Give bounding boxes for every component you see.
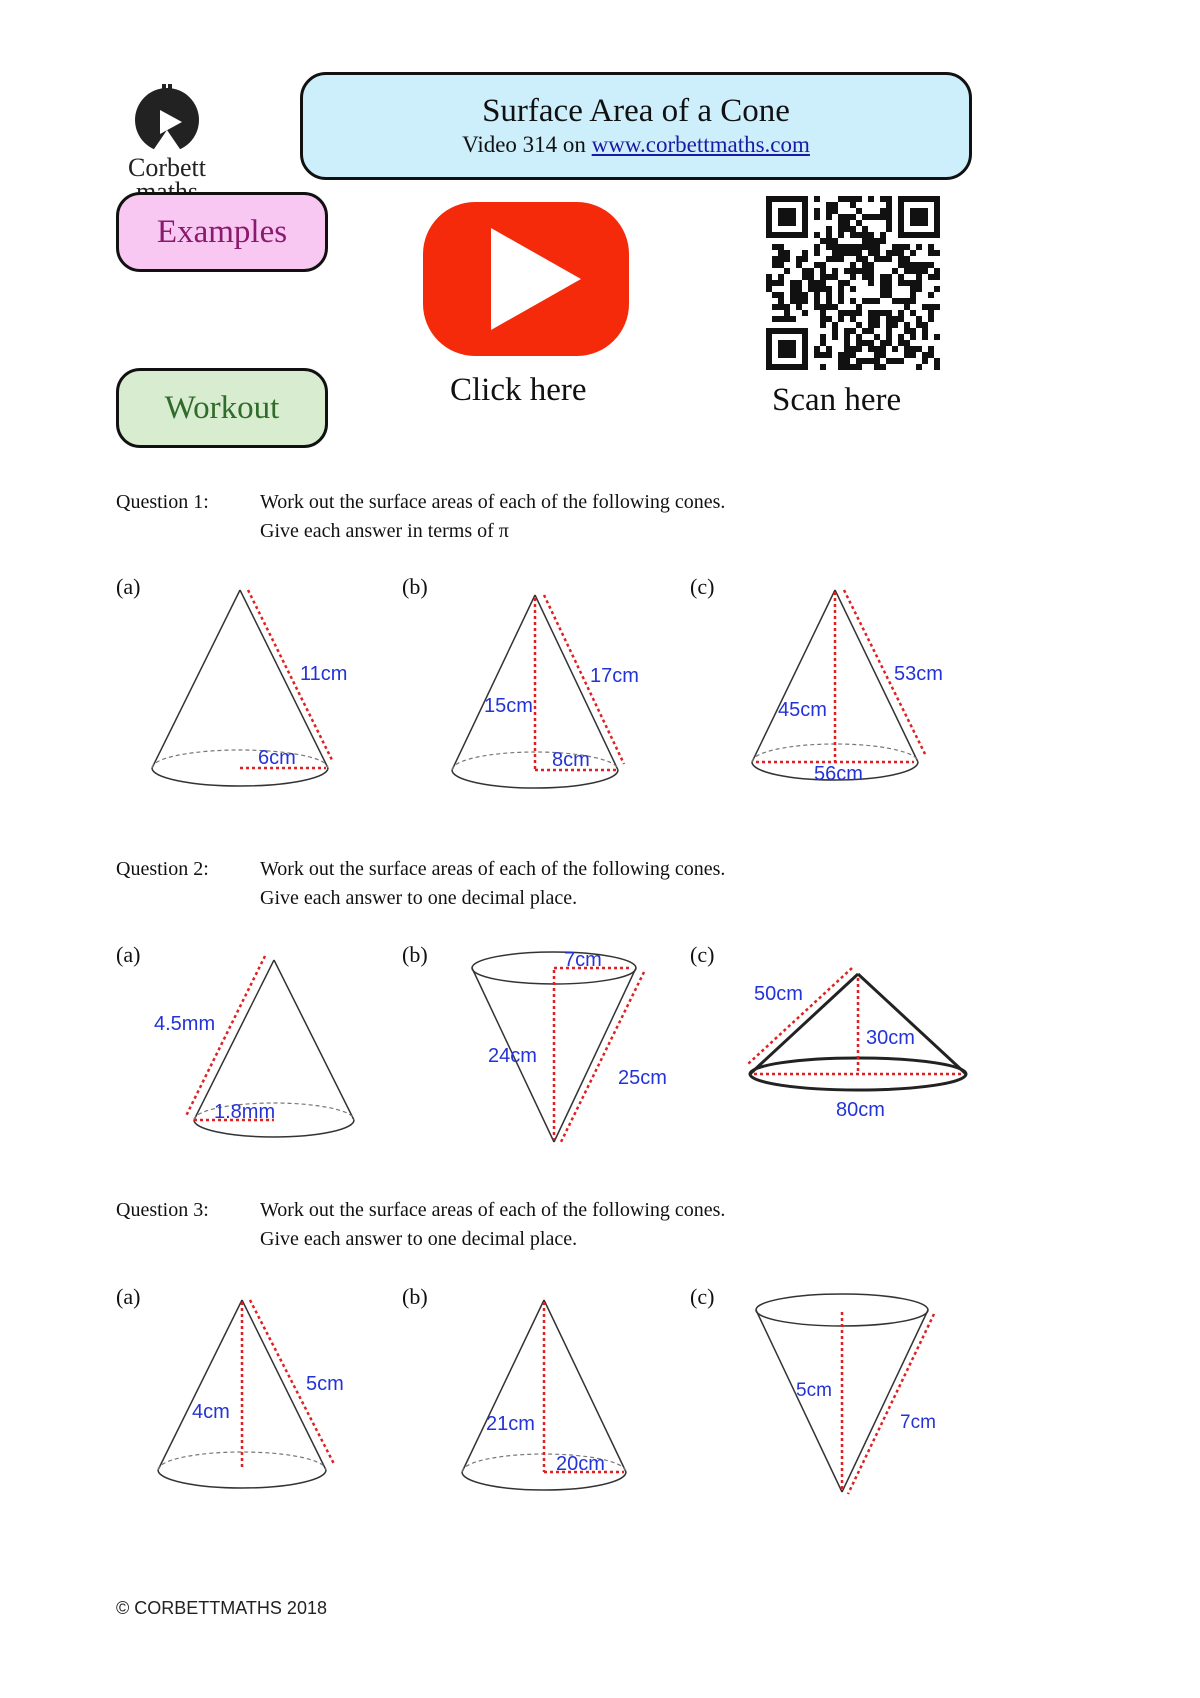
q3-part-a-label: (a) (116, 1284, 141, 1309)
q1c-slant-label: 53cm (894, 663, 943, 685)
question-1-line1: Work out the surface areas of each of the following cones. (260, 491, 726, 513)
play-icon (423, 202, 629, 356)
workout-button[interactable]: Workout (116, 368, 328, 448)
q3b-radius-label: 20cm (556, 1453, 605, 1475)
q2b-radius-label: 7cm (564, 950, 602, 971)
q3a-slant-label: 5cm (306, 1373, 344, 1395)
q3-part-b-label: (b) (402, 1284, 428, 1309)
q2c-slant-label: 50cm (754, 983, 803, 1005)
question-1-line2: Give each answer in terms of π (260, 520, 509, 542)
q2c-height-label: 30cm (866, 1027, 915, 1049)
q1b-slant-label: 17cm (590, 665, 639, 687)
q2-part-c-label: (c) (690, 942, 715, 967)
qr-code[interactable] (766, 196, 940, 370)
q1b-cone-diagram (440, 580, 660, 800)
q3b-height-label: 21cm (486, 1413, 535, 1435)
q1a-slant-label: 11cm (300, 663, 348, 685)
question-1-label: Question 1: (116, 491, 209, 513)
q1-part-a-label: (a) (116, 574, 141, 599)
q3c-cone-diagram (744, 1290, 964, 1510)
q2a-radius-label: 1.8mm (214, 1101, 276, 1123)
question-2-label: Question 2: (116, 858, 209, 880)
question-3-line1: Work out the surface areas of each of the following cones. (260, 1199, 726, 1221)
question-2-line2: Give each answer to one decimal place. (260, 887, 578, 909)
q2c-diameter-label: 80cm (836, 1099, 885, 1121)
logo-icon (112, 80, 222, 152)
question-3-label: Question 3: (116, 1199, 209, 1221)
q2-part-a-label: (a) (116, 942, 141, 967)
q2-part-b-label: (b) (402, 942, 428, 967)
question-2-line1: Work out the surface areas of each of the following cones. (260, 858, 726, 880)
q1-part-b-label: (b) (402, 574, 428, 599)
q3c-height-label: 5cm (796, 1380, 832, 1401)
q2b-height-label: 24cm (488, 1045, 537, 1067)
q2b-slant-label: 25cm (618, 1067, 667, 1089)
qr-code-icon (766, 196, 940, 370)
q3b-cone-diagram (456, 1290, 676, 1500)
q3c-slant-label: 7cm (900, 1412, 936, 1433)
page-title: Surface Area of a Cone (482, 93, 790, 129)
q2a-cone-diagram (150, 950, 370, 1150)
q2c-cone-diagram (740, 960, 980, 1130)
scan-here-label: Scan here (772, 382, 902, 418)
q1-part-c-label: (c) (690, 574, 715, 599)
q1a-cone-diagram (140, 580, 360, 800)
video-reference-prefix: Video 314 on (462, 132, 592, 157)
corbettmaths-link[interactable]: www.corbettmaths.com (591, 132, 810, 157)
play-video-button[interactable] (423, 202, 629, 356)
click-here-label[interactable]: Click here (450, 372, 587, 408)
question-3-line2: Give each answer to one decimal place. (260, 1228, 578, 1250)
q1c-diameter-label: 56cm (814, 763, 863, 785)
title-box (300, 72, 972, 180)
logo-text-corbett: Corbett (128, 153, 206, 182)
q1c-cone-diagram (744, 580, 964, 800)
q1b-height-label: 15cm (484, 695, 533, 717)
q1a-radius-label: 6cm (258, 747, 296, 769)
corbettmaths-logo (112, 80, 222, 204)
q2a-slant-label: 4.5mm (154, 1013, 216, 1035)
q3a-cone-diagram (150, 1290, 370, 1500)
q1b-radius-label: 8cm (552, 749, 590, 771)
q1c-height-label: 45cm (778, 699, 827, 721)
copyright-footer: © CORBETTMATHS 2018 (116, 1598, 327, 1618)
video-reference (303, 132, 969, 158)
q3a-height-label: 4cm (192, 1401, 230, 1423)
q2b-cone-diagram (460, 950, 680, 1160)
examples-button[interactable]: Examples (116, 192, 328, 272)
q3-part-c-label: (c) (690, 1284, 715, 1309)
